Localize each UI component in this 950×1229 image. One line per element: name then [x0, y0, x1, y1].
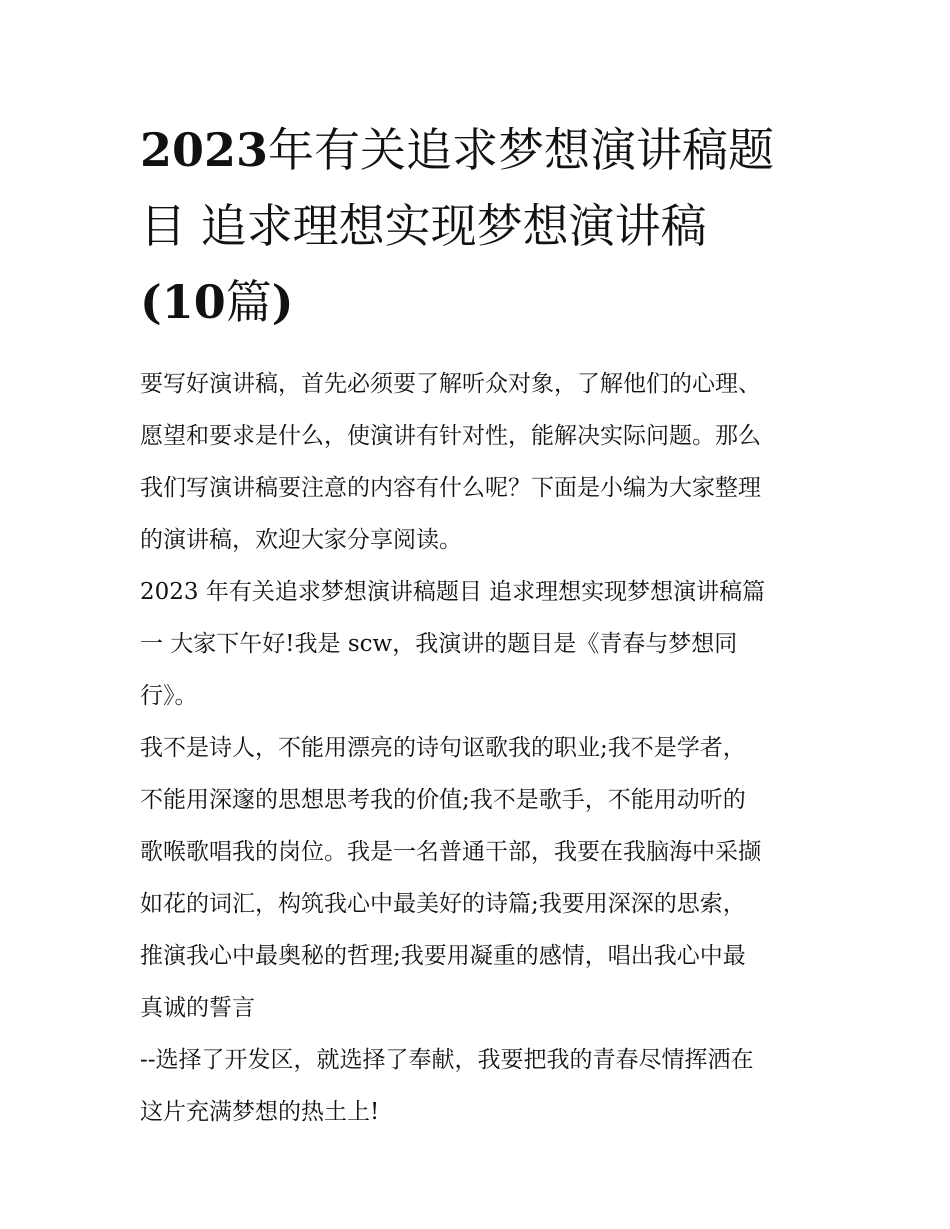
- text-line: 一 大家下午好!我是 scw，我演讲的题目是《青春与梦想同: [140, 631, 738, 657]
- title-line-3: [140, 264, 820, 340]
- text-line: 推演我心中最奥秘的哲理;我要用凝重的感情，唱出我心中最: [140, 943, 746, 969]
- text-line: 真诚的誓言: [140, 995, 255, 1021]
- text-line: --选择了开发区，就选择了奉献，我要把我的青春尽情挥洒在: [140, 1047, 754, 1073]
- title-close-paren: ): [271, 275, 294, 329]
- title-line-1: [140, 112, 820, 188]
- text-line: 要写好演讲稿，首先必须要了解听众对象，了解他们的心理、: [140, 371, 761, 397]
- title-text-3: 篇: [225, 275, 272, 329]
- text-line: 不能用深邃的思想思考我的价值;我不是歌手，不能用动听的: [140, 787, 746, 813]
- title-line-2: [140, 188, 820, 264]
- paragraph-section-heading: [140, 566, 820, 722]
- paragraph-closing: [140, 1034, 820, 1138]
- text-line: 行》。: [140, 683, 198, 709]
- title-text-1: 年有关追求梦想演讲稿题: [268, 123, 775, 177]
- title-year: 2023: [140, 123, 269, 177]
- text-line: 的演讲稿，欢迎大家分享阅读。: [140, 527, 462, 553]
- text-line: 歌喉歌唱我的岗位。我是一名普通干部，我要在我脑海中采撷: [140, 839, 761, 865]
- title-text-2: 目 追求理想实现梦想演讲稿: [140, 199, 707, 253]
- text-line: 如花的词汇，构筑我心中最美好的诗篇;我要用深深的思索，: [140, 891, 746, 917]
- paragraph-intro: [140, 358, 820, 566]
- text-line: 我不是诗人，不能用漂亮的诗句讴歌我的职业;我不是学者，: [140, 735, 746, 761]
- text-line: 愿望和要求是什么，使演讲有针对性，能解决实际问题。那么: [140, 423, 761, 449]
- paragraph-body: [140, 722, 820, 1034]
- text-line: 我们写演讲稿要注意的内容有什么呢？下面是小编为大家整理: [140, 475, 761, 501]
- document-title: [140, 112, 820, 340]
- title-count: (10: [140, 275, 226, 329]
- text-line: 2023 年有关追求梦想演讲稿题目 追求理想实现梦想演讲稿篇: [140, 579, 766, 605]
- text-line: 这片充满梦想的热土上!: [140, 1099, 380, 1125]
- document-page: [140, 112, 820, 1138]
